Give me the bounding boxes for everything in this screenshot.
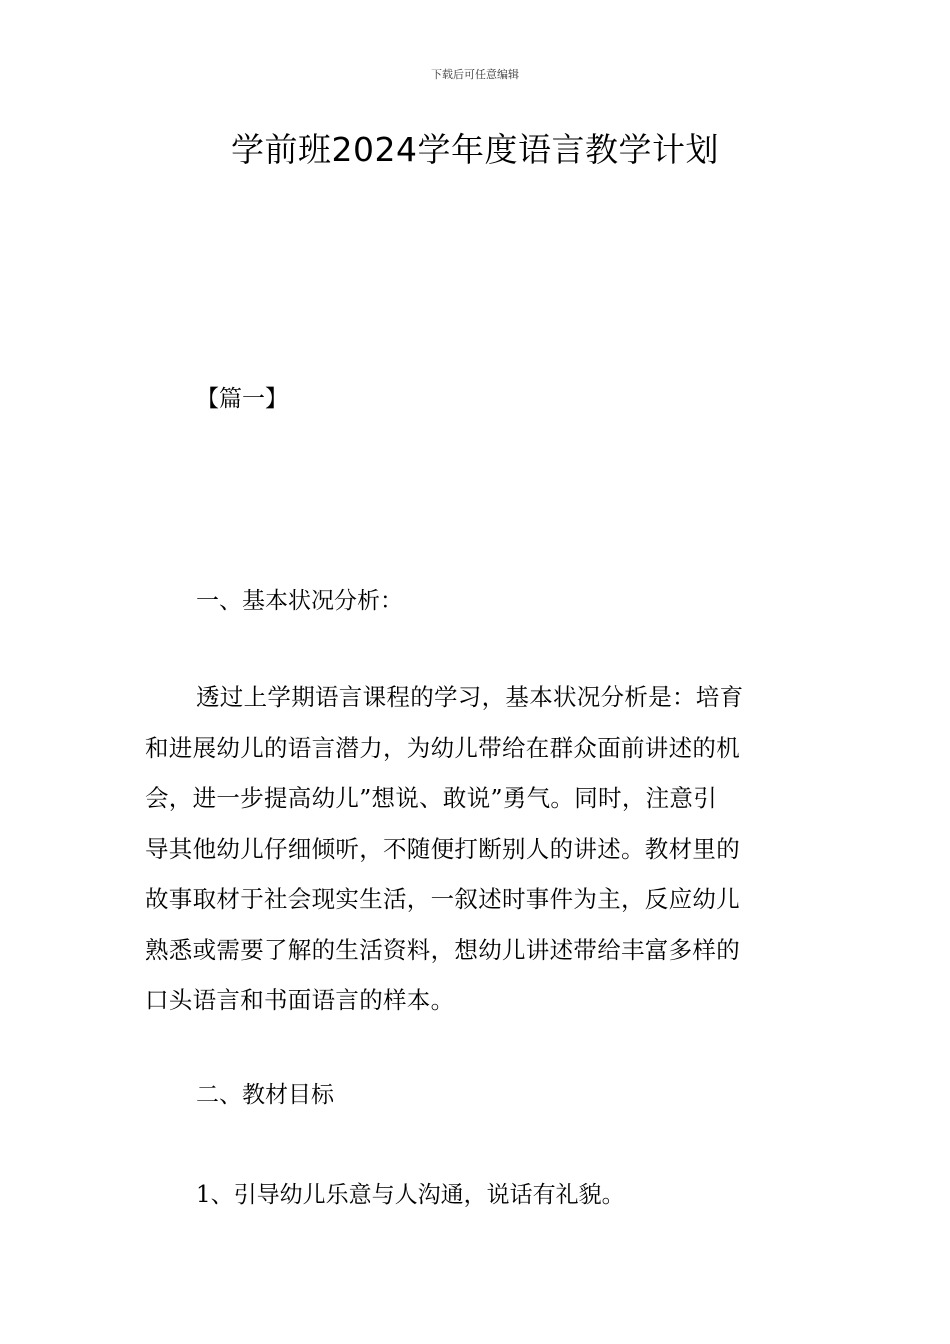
paragraph-line: 会，进一步提高幼儿”想说、敢说”勇气。同时，注意引 xyxy=(145,784,718,812)
paragraph-line: 口头语言和书面语言的样本。 xyxy=(145,986,455,1014)
header-note: 下载后可任意编辑 xyxy=(431,68,519,81)
paragraph-line: 故事取材于社会现实生活，一叙述时事件为主，反应幼儿 xyxy=(145,885,740,913)
goal-item-1: 1、引导幼儿乐意与人沟通，说话有礼貌。 xyxy=(196,1182,625,1208)
paragraph-line: 熟悉或需要了解的生活资料，想幼儿讲述带给丰富多样的 xyxy=(145,935,740,964)
heading-basic-analysis: 一、基本状况分析： xyxy=(196,588,403,614)
section-mark: 【篇一】 xyxy=(196,386,288,412)
heading-teaching-goals: 二、教材目标 xyxy=(196,1082,334,1108)
paragraph-line: 导其他幼儿仔细倾听，不随便打断别人的讲述。教材里的 xyxy=(145,834,740,863)
paragraph-line: 透过上学期语言课程的学习，基本状况分析是：培育 xyxy=(196,683,744,711)
paragraph-line: 和进展幼儿的语言潜力，为幼儿带给在群众面前讲述的机 xyxy=(145,733,740,762)
document-title: 学前班2024学年度语言教学计划 xyxy=(231,130,719,169)
paragraph-basic-analysis xyxy=(145,680,807,1034)
